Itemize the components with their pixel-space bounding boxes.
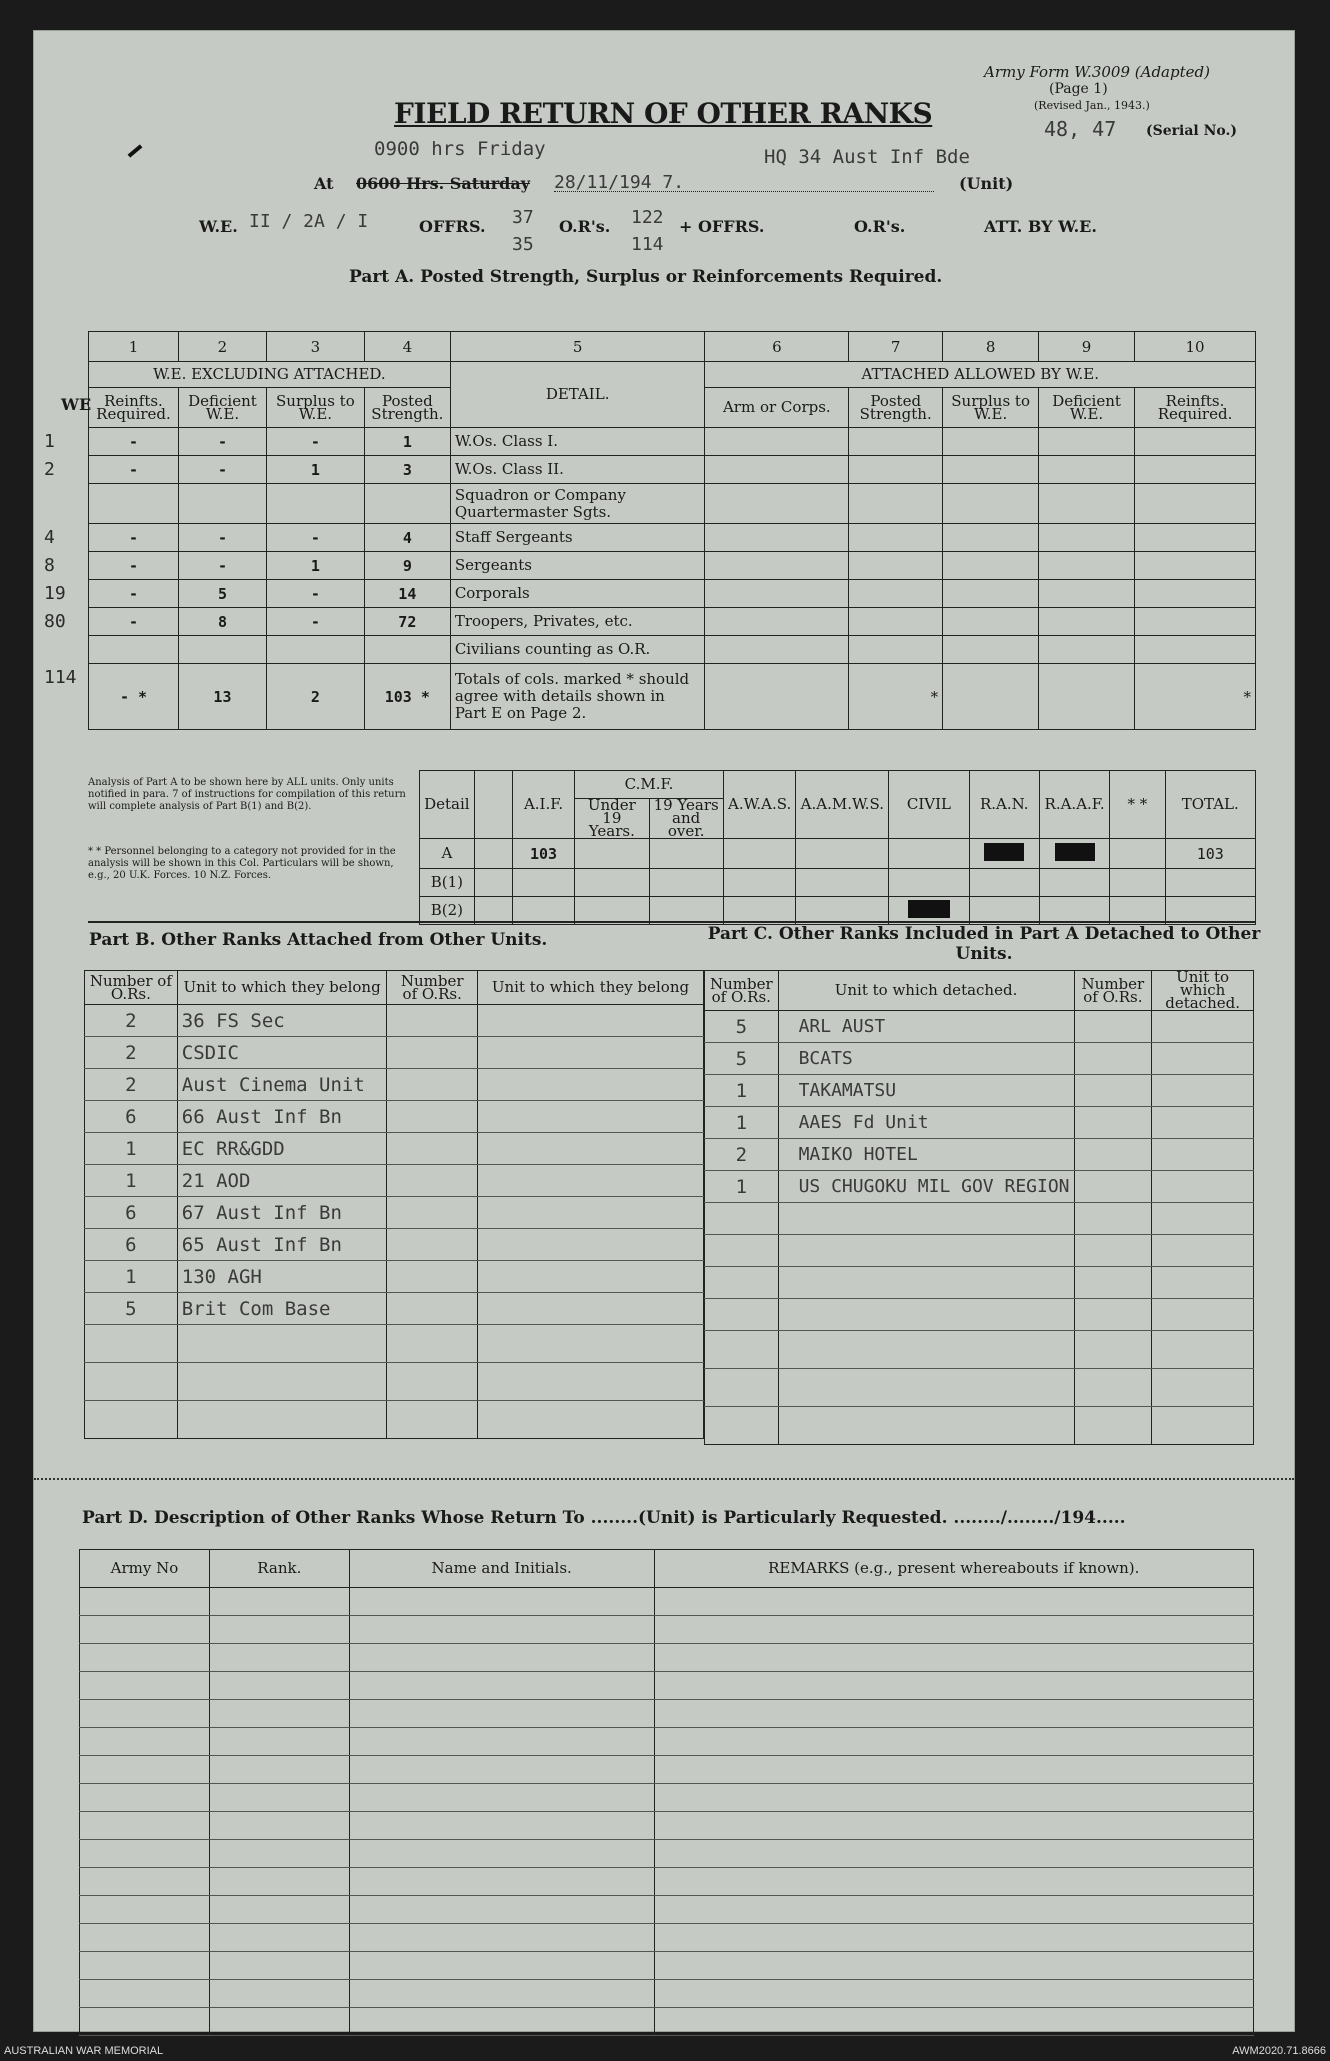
part-a-cell: 103 * bbox=[364, 664, 450, 730]
part-a-cell: - bbox=[266, 428, 364, 456]
part-c-title: Part C. Other Ranks Included in Part A Detached to Other Units. bbox=[707, 924, 1261, 964]
analysis-over19: 19 Years and over. bbox=[649, 799, 723, 839]
header-deficient: Deficient W.E. bbox=[178, 388, 266, 428]
analysis-stars: * * bbox=[1110, 771, 1165, 839]
part-a-cell bbox=[364, 636, 450, 664]
analysis-note-2: * * Personnel belonging to a category not provided for in the analysis will be shown in this Col. Particulars will be shown, e.g., 20 U.K. Forces. 10 N.Z. Forces. bbox=[88, 846, 396, 881]
date-value: 28/11/194 7. bbox=[554, 172, 685, 193]
part-a-row bbox=[89, 580, 1256, 608]
part-a-row bbox=[89, 524, 1256, 552]
footer bbox=[0, 2042, 1330, 2061]
part-a-title: Part A. Posted Strength, Surplus or Reinforcements Required. bbox=[349, 267, 943, 287]
analysis-row-a: A bbox=[420, 839, 475, 869]
pen-mark bbox=[128, 144, 143, 157]
part-c-num: 5 bbox=[705, 1011, 779, 1043]
part-a-cell: 1 bbox=[266, 552, 364, 580]
table-row bbox=[80, 1644, 1254, 1672]
part-a-cell bbox=[178, 484, 266, 524]
part-c-num: 1 bbox=[705, 1075, 779, 1107]
part-a-cell: 1 bbox=[364, 428, 450, 456]
part-c-unit: MAIKO HOTEL bbox=[778, 1139, 1074, 1171]
part-a-cell bbox=[364, 484, 450, 524]
serial-label: (Serial No.) bbox=[1146, 123, 1237, 139]
part-a-cell bbox=[89, 636, 179, 664]
redaction bbox=[1055, 843, 1095, 861]
part-a-detail: Squadron or Company Quartermaster Sgts. bbox=[450, 484, 705, 524]
table-row bbox=[80, 1980, 1254, 2008]
form-title: FIELD RETURN OF OTHER RANKS bbox=[394, 97, 933, 130]
part-a-cell: 9 bbox=[364, 552, 450, 580]
part-a-cell: - bbox=[178, 428, 266, 456]
part-a-cell: - bbox=[89, 428, 179, 456]
part-d-h-army: Army No bbox=[80, 1550, 210, 1588]
table-row bbox=[80, 1784, 1254, 1812]
we-value: 80 bbox=[44, 611, 66, 632]
part-d-table bbox=[79, 1549, 1254, 2036]
header-surplus-att: Surplus to W.E. bbox=[943, 388, 1039, 428]
att-label: ATT. BY W.E. bbox=[984, 217, 1097, 236]
table-row bbox=[705, 1139, 1254, 1171]
col-number: 2 bbox=[178, 332, 266, 362]
analysis-aamws: A.A.M.W.S. bbox=[796, 771, 889, 839]
part-a-cell: - bbox=[266, 580, 364, 608]
table-row bbox=[80, 1840, 1254, 1868]
ors-value: 122 bbox=[631, 207, 664, 228]
we-values bbox=[34, 31, 35, 32]
col-number: 8 bbox=[943, 332, 1039, 362]
footer-right: AWM2020.71.8666 bbox=[1232, 2045, 1326, 2057]
part-b-unit: Aust Cinema Unit bbox=[177, 1069, 387, 1101]
table-row bbox=[80, 2008, 1254, 2036]
col-number: 10 bbox=[1135, 332, 1256, 362]
part-a-row bbox=[89, 664, 1256, 730]
analysis-awas: A.W.A.S. bbox=[723, 771, 796, 839]
part-b-h-num: Number of O.Rs. bbox=[85, 971, 178, 1005]
part-a-detail: W.Os. Class II. bbox=[450, 456, 705, 484]
table-row bbox=[705, 1407, 1254, 1445]
part-b-unit: 67 Aust Inf Bn bbox=[177, 1197, 387, 1229]
col-number: 6 bbox=[705, 332, 849, 362]
header-posted-att: Posted Strength. bbox=[849, 388, 943, 428]
header-posted: Posted Strength. bbox=[364, 388, 450, 428]
part-a-table bbox=[61, 331, 1256, 730]
part-b-unit: 66 Aust Inf Bn bbox=[177, 1101, 387, 1133]
part-a-cell: - * bbox=[89, 664, 179, 730]
part-b-h-num-2: Number of O.Rs. bbox=[387, 971, 478, 1005]
table-row bbox=[85, 1197, 704, 1229]
table-row bbox=[85, 1293, 704, 1325]
col-number: 1 bbox=[89, 332, 179, 362]
part-c-num: 1 bbox=[705, 1171, 779, 1203]
analysis-aif: A.I.F. bbox=[512, 771, 574, 839]
part-c-num: 5 bbox=[705, 1043, 779, 1075]
col-number: 4 bbox=[364, 332, 450, 362]
part-a-cell: 14 bbox=[364, 580, 450, 608]
analysis-civil: CIVIL bbox=[889, 771, 969, 839]
part-b-unit: CSDIC bbox=[177, 1037, 387, 1069]
part-a-cell: - bbox=[178, 456, 266, 484]
we-col-label: WE bbox=[61, 395, 92, 414]
we-value: II / 2A / I bbox=[249, 211, 369, 232]
army-form-label: Army Form W.3009 (Adapted) bbox=[984, 63, 1210, 81]
table-row bbox=[705, 1043, 1254, 1075]
part-a-cell: - bbox=[89, 524, 179, 552]
part-c-unit: TAKAMATSU bbox=[778, 1075, 1074, 1107]
part-a-row bbox=[89, 456, 1256, 484]
part-b-title: Part B. Other Ranks Attached from Other Units. bbox=[89, 930, 548, 950]
table-row bbox=[705, 1331, 1254, 1369]
part-a-row bbox=[89, 608, 1256, 636]
header-arm-corps: Arm or Corps. bbox=[705, 388, 849, 428]
part-d-h-name: Name and Initials. bbox=[349, 1550, 654, 1588]
analysis-cmf: C.M.F. bbox=[575, 771, 724, 799]
footer-left: AUSTRALIAN WAR MEMORIAL bbox=[4, 2045, 164, 2057]
part-c-num: 1 bbox=[705, 1107, 779, 1139]
we-value: 19 bbox=[44, 583, 66, 604]
table-row bbox=[80, 1924, 1254, 1952]
part-a-cell: - bbox=[89, 580, 179, 608]
table-row bbox=[85, 1325, 704, 1363]
col-number: 7 bbox=[849, 332, 943, 362]
part-c-num: 2 bbox=[705, 1139, 779, 1171]
part-a-row bbox=[89, 552, 1256, 580]
part-c-h-num-2: Number of O.Rs. bbox=[1074, 971, 1152, 1011]
analysis-note: Analysis of Part A to be shown here by ALL units. Only units notified in para. 7 of instructions for compilation of this return will complete analysis of Part B(1) and B(2). bbox=[88, 777, 406, 812]
analysis-total-a: 103 bbox=[1165, 839, 1256, 869]
table-row bbox=[705, 1011, 1254, 1043]
part-c-h-num: Number of O.Rs. bbox=[705, 971, 779, 1011]
part-b-unit: 21 AOD bbox=[177, 1165, 387, 1197]
unit-label: (Unit) bbox=[959, 174, 1014, 193]
table-row bbox=[705, 1075, 1254, 1107]
part-a-cell: 13 bbox=[178, 664, 266, 730]
we-label: W.E. bbox=[199, 217, 238, 236]
table-row bbox=[705, 1235, 1254, 1267]
part-a-detail: W.Os. Class I. bbox=[450, 428, 705, 456]
part-c-unit: ARL AUST bbox=[778, 1011, 1074, 1043]
ors-value-revised: 114 bbox=[631, 234, 664, 255]
part-a-cell: 2 bbox=[266, 664, 364, 730]
part-a-cell: 8 bbox=[178, 608, 266, 636]
page-label: (Page 1) bbox=[1049, 81, 1108, 97]
part-a-row bbox=[89, 484, 1256, 524]
part-a-cell: - bbox=[89, 552, 179, 580]
table-row bbox=[80, 1812, 1254, 1840]
header-reinfts: Reinfts. Required. bbox=[96, 391, 171, 423]
part-a-detail: Corporals bbox=[450, 580, 705, 608]
we-value: 2 bbox=[44, 459, 55, 480]
part-b-h-unit-2: Unit to which they belong bbox=[478, 971, 704, 1005]
part-b-num: 6 bbox=[85, 1229, 178, 1261]
part-d-h-remarks: REMARKS (e.g., present whereabouts if known). bbox=[654, 1550, 1253, 1588]
part-b-num: 6 bbox=[85, 1101, 178, 1133]
part-a-cell: 72 bbox=[364, 608, 450, 636]
part-c-h-unit-2: Unit to which detached. bbox=[1152, 971, 1254, 1011]
part-b-num: 5 bbox=[85, 1293, 178, 1325]
part-b-unit: Brit Com Base bbox=[177, 1293, 387, 1325]
part-a-cell: - bbox=[178, 524, 266, 552]
redaction bbox=[984, 843, 1024, 861]
table-row bbox=[85, 1133, 704, 1165]
table-row bbox=[85, 1261, 704, 1293]
table-row bbox=[80, 1588, 1254, 1616]
part-a-cell bbox=[266, 636, 364, 664]
part-b-unit: EC RR&GDD bbox=[177, 1133, 387, 1165]
table-row bbox=[705, 1369, 1254, 1407]
part-b-unit: 36 FS Sec bbox=[177, 1005, 387, 1037]
we-value: 8 bbox=[44, 555, 55, 576]
we-value: 4 bbox=[44, 527, 55, 548]
table-row bbox=[85, 1401, 704, 1439]
offrs-value: 37 bbox=[512, 207, 534, 228]
table-row bbox=[80, 1868, 1254, 1896]
analysis-under19: Under 19 Years. bbox=[575, 799, 649, 839]
star-mark: * bbox=[1243, 687, 1251, 706]
table-row bbox=[80, 1672, 1254, 1700]
header-deficient-att: Deficient W.E. bbox=[1039, 388, 1135, 428]
table-row bbox=[80, 1728, 1254, 1756]
part-a-cell: 5 bbox=[178, 580, 266, 608]
col-number: 3 bbox=[266, 332, 364, 362]
part-a-cell: - bbox=[89, 456, 179, 484]
part-b-table bbox=[84, 970, 704, 1439]
part-a-cell bbox=[178, 636, 266, 664]
part-d-title: Part D. Description of Other Ranks Whose Return To ........(Unit) is Particularly Requested. ......../......../194..... bbox=[82, 1508, 1126, 1528]
part-c-h-unit: Unit to which detached. bbox=[778, 971, 1074, 1011]
table-row bbox=[85, 1037, 704, 1069]
table-row bbox=[85, 1229, 704, 1261]
part-a-row bbox=[89, 428, 1256, 456]
part-a-detail: Staff Sergeants bbox=[450, 524, 705, 552]
part-c-unit: AAES Fd Unit bbox=[778, 1107, 1074, 1139]
part-a-cell bbox=[89, 484, 179, 524]
typed-time: 0900 hrs Friday bbox=[374, 138, 546, 160]
plus-offrs-label: + OFFRS. bbox=[679, 217, 765, 236]
part-a-cell bbox=[266, 484, 364, 524]
detail-header: DETAIL. bbox=[450, 362, 705, 428]
analysis-table bbox=[419, 770, 1256, 925]
table-row bbox=[85, 1101, 704, 1133]
ors-label-2: O.R's. bbox=[854, 217, 906, 236]
part-d-h-rank: Rank. bbox=[209, 1550, 349, 1588]
part-a-detail: Civilians counting as O.R. bbox=[450, 636, 705, 664]
part-b-num: 2 bbox=[85, 1069, 178, 1101]
part-b-unit: 130 AGH bbox=[177, 1261, 387, 1293]
analysis-row-b2: B(2) bbox=[420, 897, 475, 925]
table-row bbox=[80, 1756, 1254, 1784]
we-excluding-header: W.E. EXCLUDING ATTACHED. bbox=[89, 362, 451, 388]
part-b-num: 2 bbox=[85, 1037, 178, 1069]
table-row bbox=[85, 1069, 704, 1101]
table-row bbox=[705, 1299, 1254, 1331]
header-surplus: Surplus to W.E. bbox=[266, 388, 364, 428]
part-c-table bbox=[704, 970, 1254, 1445]
part-a-cell: - bbox=[266, 524, 364, 552]
analysis-ran: R.A.N. bbox=[969, 771, 1039, 839]
part-b-unit: 65 Aust Inf Bn bbox=[177, 1229, 387, 1261]
analysis-row-b1: B(1) bbox=[420, 869, 475, 897]
table-row bbox=[705, 1203, 1254, 1235]
typed-unit: HQ 34 Aust Inf Bde bbox=[764, 146, 970, 168]
part-c-unit: US CHUGOKU MIL GOV REGION bbox=[778, 1171, 1074, 1203]
part-a-row bbox=[89, 636, 1256, 664]
table-row bbox=[705, 1267, 1254, 1299]
part-a-cell: - bbox=[178, 552, 266, 580]
part-a-detail: Totals of cols. marked * should agree with details shown in Part E on Page 2. bbox=[450, 664, 705, 730]
part-b-num: 2 bbox=[85, 1005, 178, 1037]
analysis-total: TOTAL. bbox=[1165, 771, 1256, 839]
attached-allowed-header: ATTACHED ALLOWED BY W.E. bbox=[705, 362, 1256, 388]
hrs-label: 0600 Hrs. Saturday bbox=[356, 174, 531, 193]
redaction bbox=[908, 900, 950, 918]
dotted-divider bbox=[34, 1478, 1294, 1480]
part-b-num: 6 bbox=[85, 1197, 178, 1229]
header-reinfts-att: Reinfts. Required. bbox=[1135, 388, 1256, 428]
table-row bbox=[85, 1165, 704, 1197]
part-b-num: 1 bbox=[85, 1165, 178, 1197]
ors-label: O.R's. bbox=[559, 217, 611, 236]
part-a-cell: - bbox=[89, 608, 179, 636]
we-value: 1 bbox=[44, 431, 55, 452]
form-sheet bbox=[33, 30, 1295, 2032]
part-b-num: 1 bbox=[85, 1133, 178, 1165]
star-mark: * bbox=[930, 687, 939, 706]
part-a-cell: - bbox=[266, 608, 364, 636]
revised-label: (Revised Jan., 1943.) bbox=[1034, 99, 1150, 112]
part-a-detail: Troopers, Privates, etc. bbox=[450, 608, 705, 636]
part-c-unit: BCATS bbox=[778, 1043, 1074, 1075]
serial-value: 48, 47 bbox=[1044, 117, 1117, 141]
at-label: At bbox=[314, 174, 334, 193]
col-number: 5 bbox=[450, 332, 705, 362]
table-row bbox=[85, 1363, 704, 1401]
analysis-detail: Detail bbox=[420, 771, 475, 839]
analysis-aif-a: 103 bbox=[512, 839, 574, 869]
table-row bbox=[80, 1700, 1254, 1728]
part-a-cell: 1 bbox=[266, 456, 364, 484]
part-a-detail: Sergeants bbox=[450, 552, 705, 580]
table-row bbox=[705, 1171, 1254, 1203]
analysis-raaf: R.A.A.F. bbox=[1039, 771, 1109, 839]
part-a-cell: 4 bbox=[364, 524, 450, 552]
table-row bbox=[80, 1616, 1254, 1644]
part-b-num: 1 bbox=[85, 1261, 178, 1293]
we-value: 114 bbox=[44, 667, 77, 688]
table-row bbox=[705, 1107, 1254, 1139]
table-row bbox=[80, 1896, 1254, 1924]
offrs-label: OFFRS. bbox=[419, 217, 486, 236]
part-b-h-unit: Unit to which they belong bbox=[177, 971, 387, 1005]
table-row bbox=[80, 1952, 1254, 1980]
table-row bbox=[85, 1005, 704, 1037]
col-number: 9 bbox=[1039, 332, 1135, 362]
part-a-cell: 3 bbox=[364, 456, 450, 484]
offrs-value-revised: 35 bbox=[512, 234, 534, 255]
